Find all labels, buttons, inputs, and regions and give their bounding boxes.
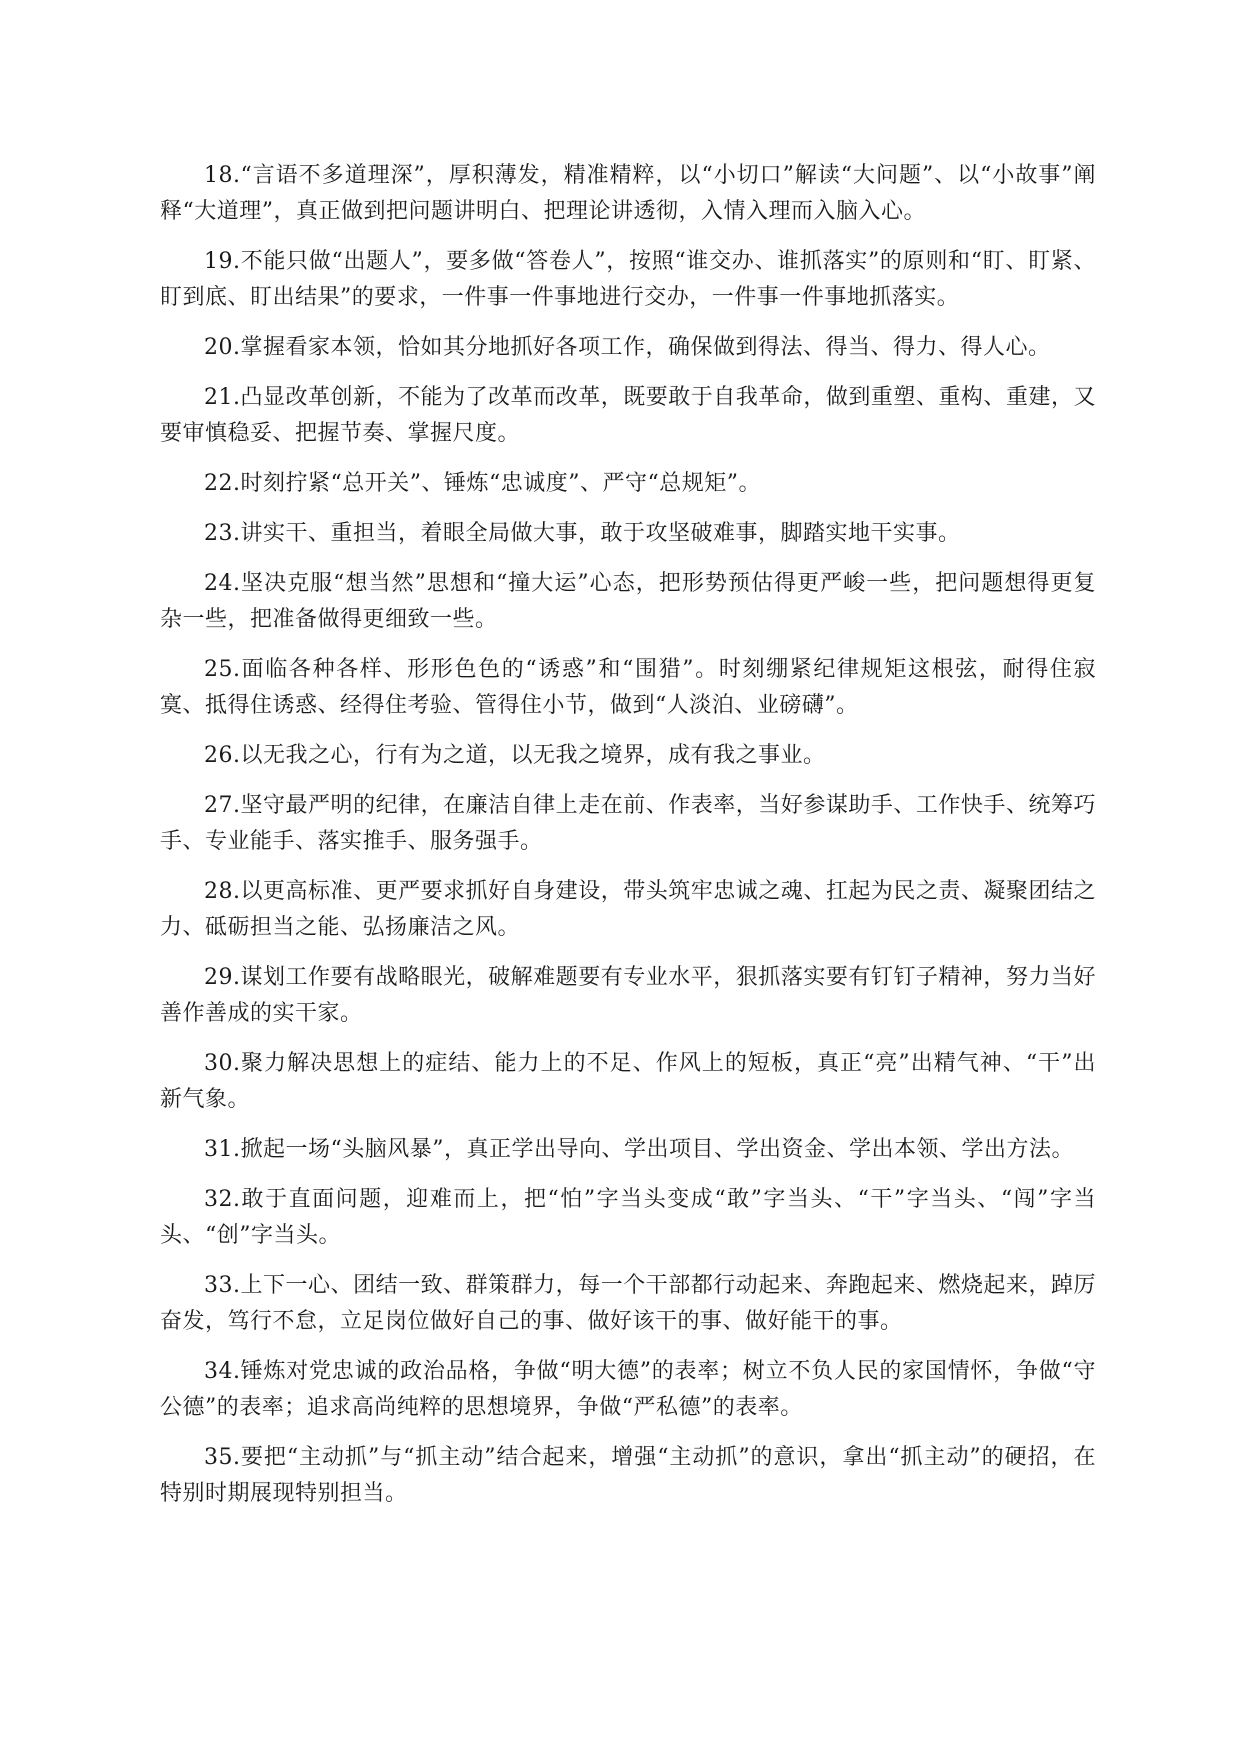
- paragraph-29: 29.谋划工作要有战略眼光，破解难题要有专业水平，狠抓落实要有钉钉子精神，努力当好善作善成的实干家。: [160, 965, 1096, 1026]
- paragraph-19: 19.不能只做“出题人”，要多做“答卷人”，按照“谁交办、谁抓落实”的原则和“盯、盯紧、盯到底、盯出结果”的要求，一件事一件事地进行交办，一件事一件事地抓落实。: [160, 249, 1096, 310]
- paragraph-20: 20.掌握看家本领，恰如其分地抓好各项工作，确保做到得法、得当、得力、得人心。: [204, 335, 1051, 360]
- paragraph-31: 31.掀起一场“头脑风暴”，真正学出导向、学出项目、学出资金、学出本领、学出方法。: [204, 1137, 1074, 1162]
- paragraph-32: 32.敢于直面问题，迎难而上，把“怕”字当头变成“敢”字当头、“干”字当头、“闯”字当头、“创”字当头。: [160, 1187, 1096, 1248]
- paragraph-25: 25.面临各种各样、形形色色的“诱惑”和“围猎”。时刻绷紧纪律规矩这根弦，耐得住寂寞、抵得住诱惑、经得住考验、管得住小节，做到“人淡泊、业磅礴”。: [160, 657, 1096, 718]
- paragraph-22: 22.时刻拧紧“总开关”、锤炼“忠诚度”、严守“总规矩”。: [204, 471, 761, 496]
- paragraph-18: 18.“言语不多道理深”，厚积薄发，精准精粹，以“小切口”解读“大问题”、以“小故事”阐释“大道理”，真正做到把问题讲明白、把理论讲透彻，入情入理而入脑入心。: [160, 163, 1096, 224]
- paragraph-33: 33.上下一心、团结一致、群策群力，每一个干部都行动起来、奔跑起来、燃烧起来，踔厉奋发，笃行不怠，立足岗位做好自己的事、做好该干的事、做好能干的事。: [160, 1273, 1096, 1334]
- document-page: [160, 158, 1096, 1526]
- paragraph-35: 35.要把“主动抓”与“抓主动”结合起来，增强“主动抓”的意识，拿出“抓主动”的硬招，在特别时期展现特别担当。: [160, 1445, 1096, 1506]
- paragraph-24: 24.坚决克服“想当然”思想和“撞大运”心态，把形势预估得更严峻一些，把问题想得更复杂一些，把准备做得更细致一些。: [160, 571, 1096, 632]
- paragraph-30: 30.聚力解决思想上的症结、能力上的不足、作风上的短板，真正“亮”出精气神、“干”出新气象。: [160, 1051, 1096, 1112]
- paragraph-28: 28.以更高标准、更严要求抓好自身建设，带头筑牢忠诚之魂、扛起为民之责、凝聚团结之力、砥砺担当之能、弘扬廉洁之风。: [160, 879, 1096, 940]
- paragraph-21: 21.凸显改革创新，不能为了改革而改革，既要敢于自我革命，做到重塑、重构、重建，又要审慎稳妥、把握节奏、掌握尺度。: [160, 385, 1096, 446]
- paragraph-23: 23.讲实干、重担当，着眼全局做大事，敢于攻坚破难事，脚踏实地干实事。: [204, 521, 961, 546]
- paragraph-26: 26.以无我之心，行有为之道，以无我之境界，成有我之事业。: [204, 743, 826, 768]
- paragraph-34: 34.锤炼对党忠诚的政治品格，争做“明大德”的表率；树立不负人民的家国情怀，争做“守公德”的表率；追求高尚纯粹的思想境界，争做“严私德”的表率。: [160, 1359, 1096, 1420]
- paragraph-27: 27.坚守最严明的纪律，在廉洁自律上走在前、作表率，当好参谋助手、工作快手、统筹巧手、专业能手、落实推手、服务强手。: [160, 793, 1096, 854]
